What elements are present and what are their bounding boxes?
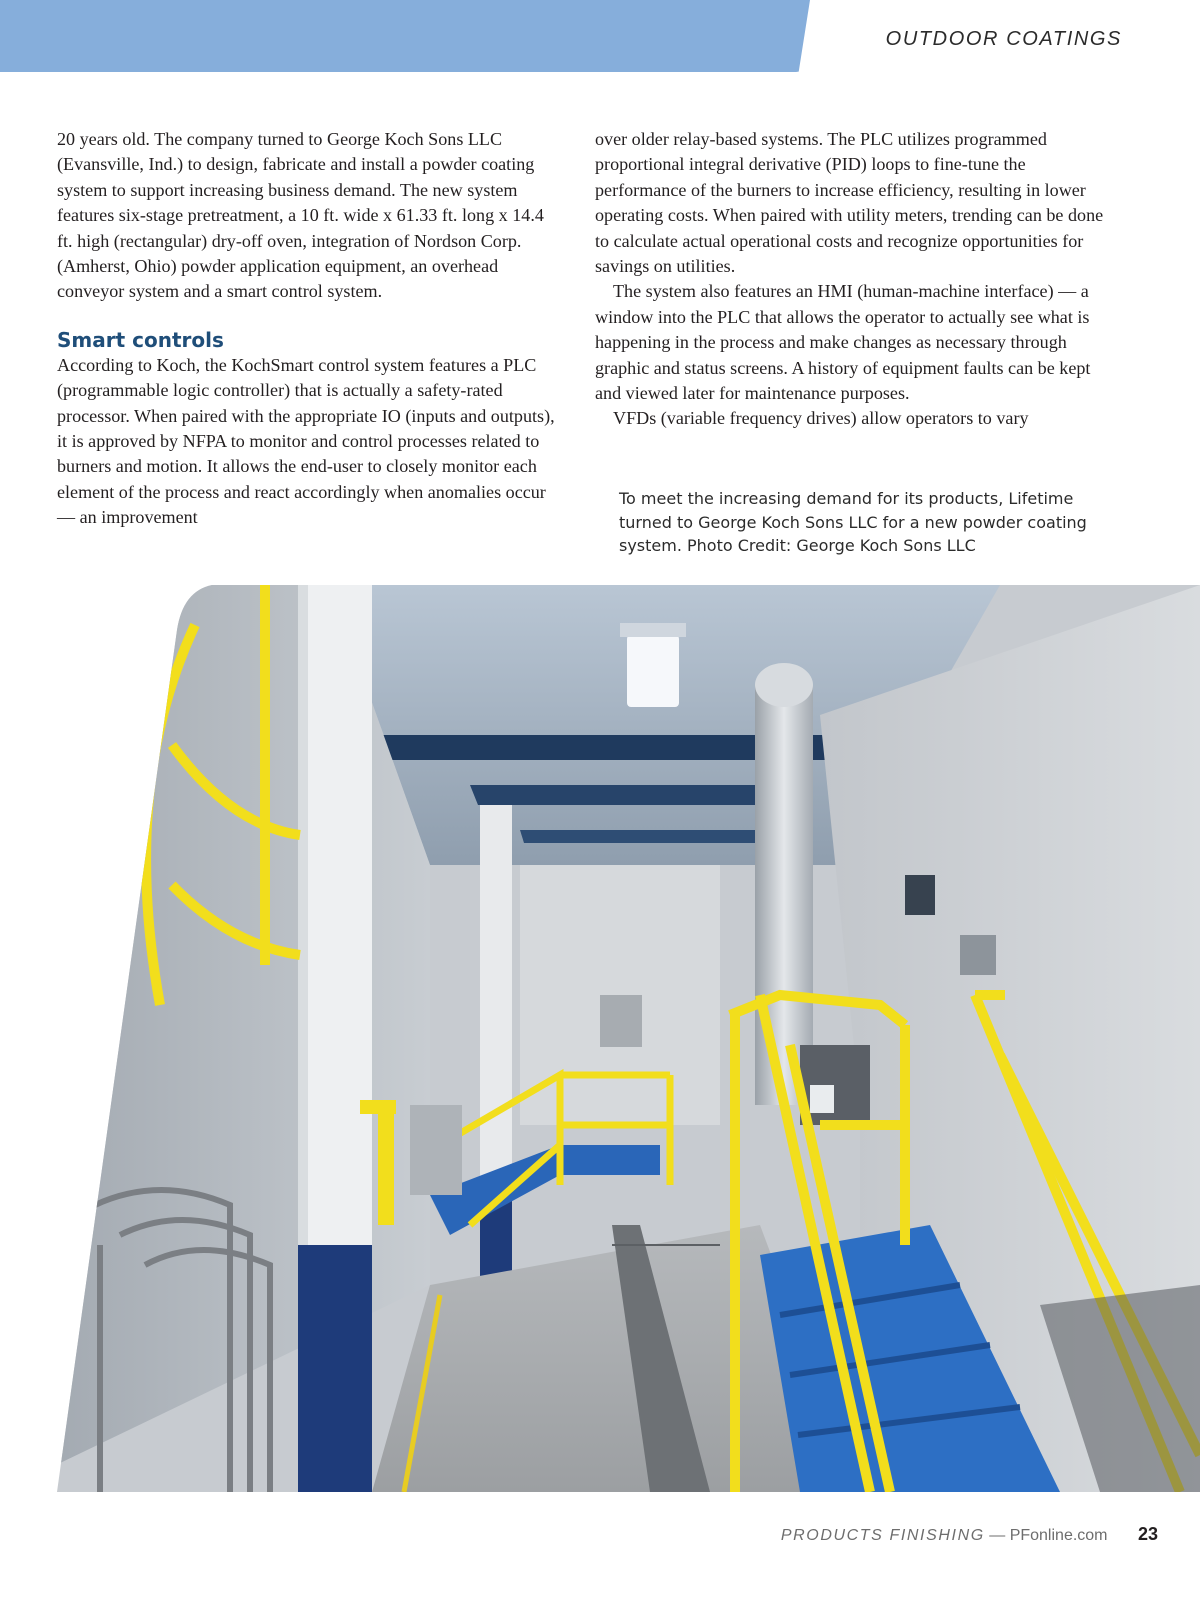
body-paragraph: 20 years old. The company turned to George Koch Sons LLC (Evansville, Ind.) to design, fabricate and install a powder coating system to support increasing business demand. The new system features six-stage pretreatment, a 10 ft. wide x 61.33 ft. long x 14.4 ft. high (rectangular) dry-off oven, integration of Nordson Corp. (Amherst, Ohio) powder application equipment, an overhead conveyor system and a smart control system. <box>57 129 544 302</box>
left-column <box>57 127 563 531</box>
right-column <box>595 127 1115 432</box>
section-label: OUTDOOR COATINGS <box>885 28 1122 50</box>
facility-photo <box>0 585 1200 1492</box>
body-paragraph: over older relay-based systems. The PLC utilizes programmed proportional integral derivative (PID) loops to fine-tune the performance of the burners to increase efficiency, resulting in lower operating costs. When paired with utility meters, trending can be done to calculate actual operational costs and recognize opportunities for savings on utilities. <box>595 129 1104 277</box>
subheading: Smart controls <box>57 327 224 352</box>
website: PFonline.com <box>1009 1527 1108 1544</box>
footer-separator: — <box>989 1527 1006 1544</box>
page-footer <box>781 1524 1158 1545</box>
header-bar <box>0 0 810 72</box>
photo-caption: To meet the increasing demand for its products, Lifetime turned to George Koch Sons LLC for a new powder coating system. Photo Credit: George Koch Sons LLC <box>619 489 1087 555</box>
magazine-name: PRODUCTS FINISHING <box>780 1527 985 1544</box>
page-number: 23 <box>1137 1524 1158 1544</box>
body-paragraph: According to Koch, the KochSmart control system features a PLC (programmable logic controller) that is actually a safety-rated processor. When paired with the appropriate IO (inputs and outputs), it is approved by NFPA to monitor and control processes related to burners and motion. It allows the end-user to closely monitor each element of the process and react accordingly when anomalies occur — an improvement <box>57 354 555 528</box>
body-paragraph: The system also features an HMI (human-machine interface) — a window into the PLC that allows the operator to actually see what is happening in the process and make changes as necessary through graphic and status screens. A history of equipment faults can be kept and viewed later for maintenance purposes. <box>595 281 1091 404</box>
body-paragraph: VFDs (variable frequency drives) allow operators to vary <box>613 408 1029 429</box>
